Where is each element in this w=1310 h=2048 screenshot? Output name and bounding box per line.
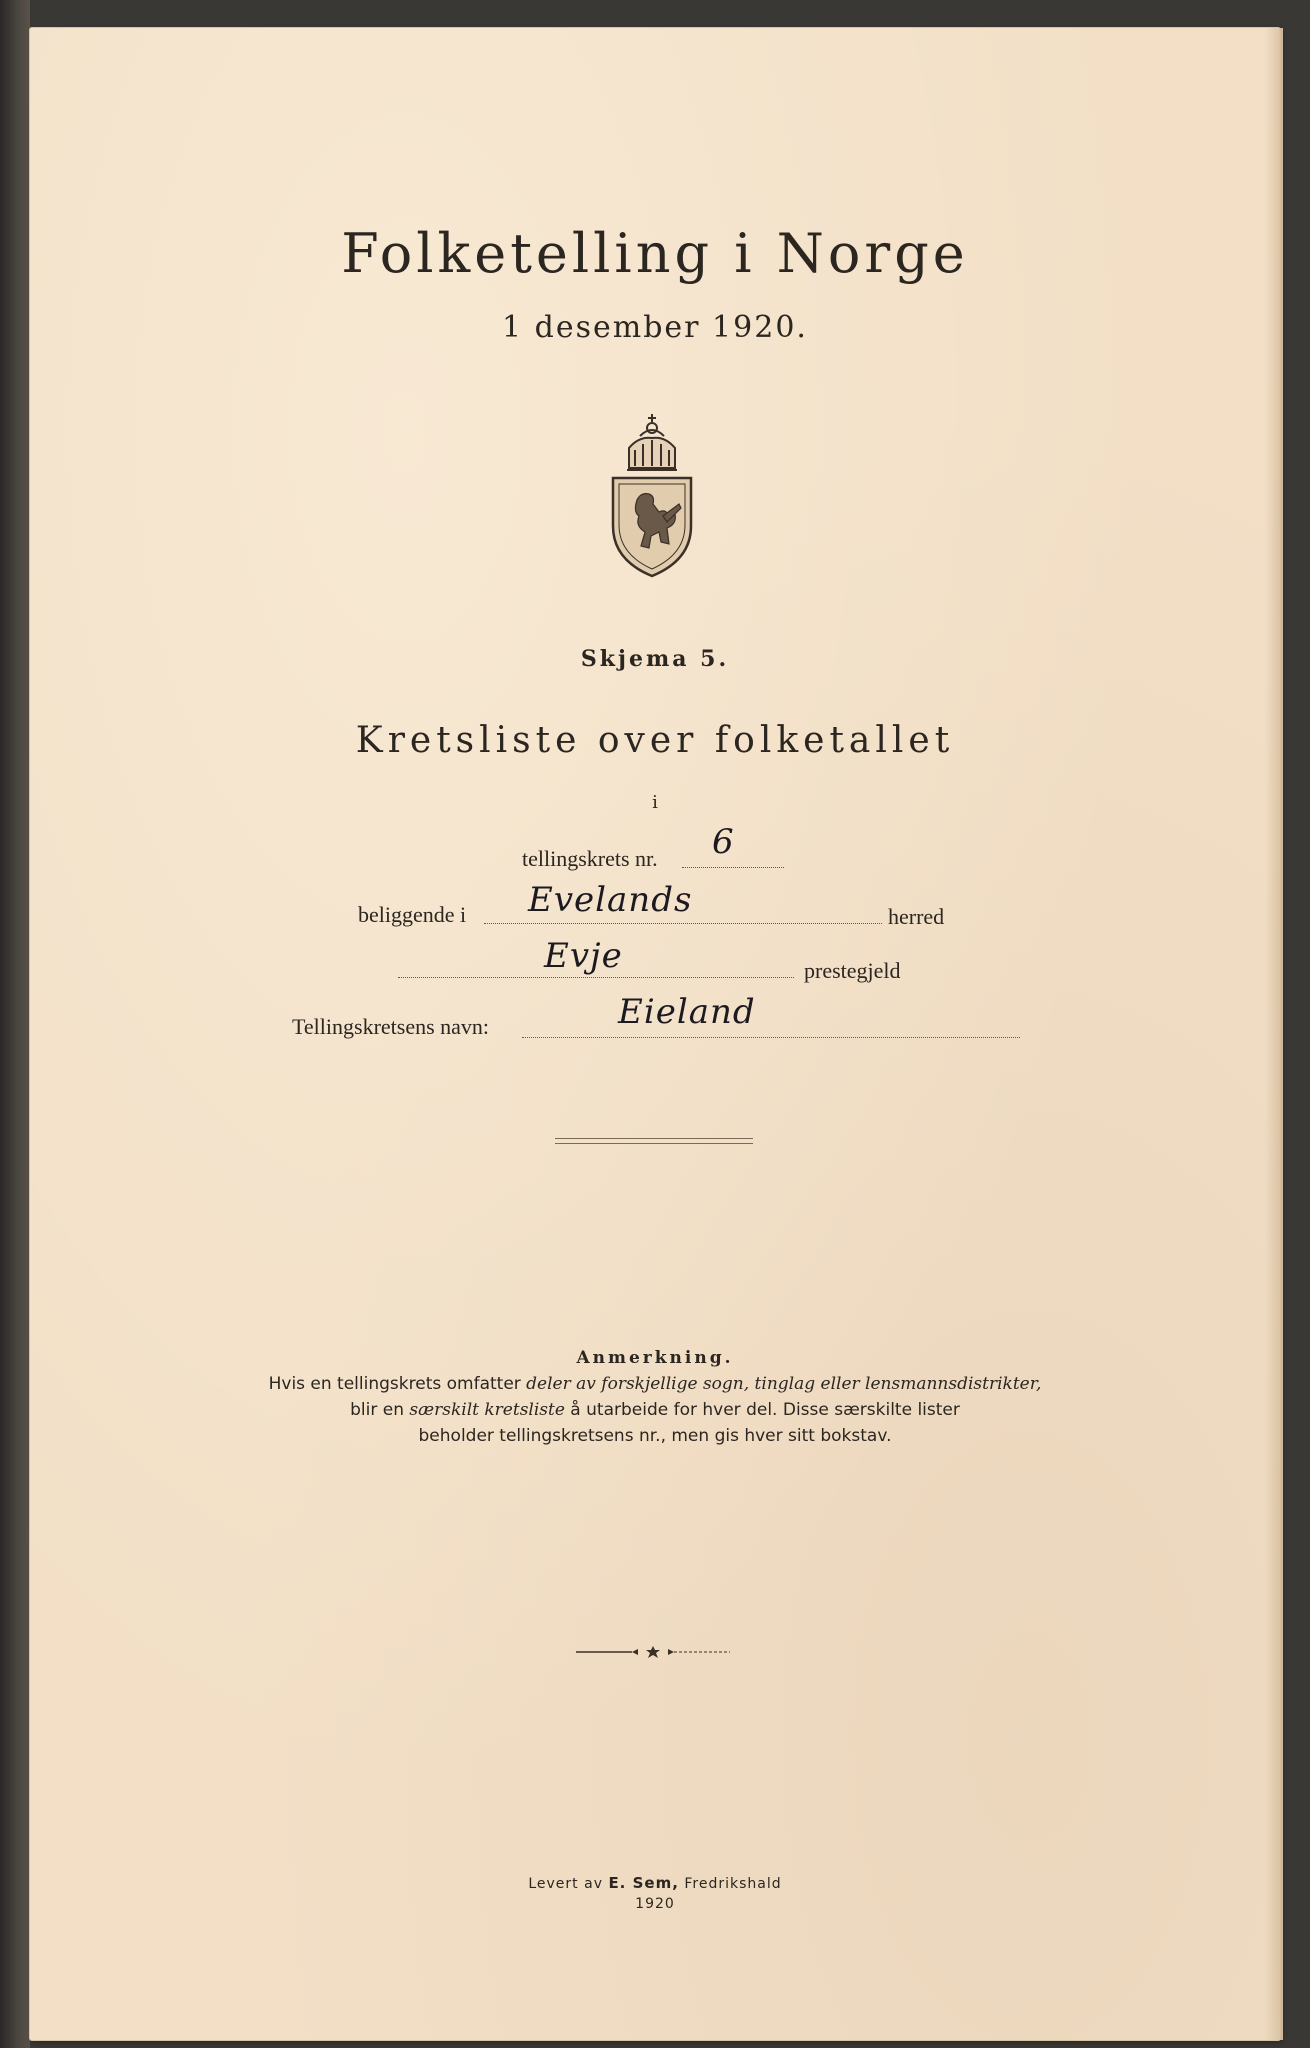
krets-value: 6 bbox=[712, 822, 735, 862]
note-line-1-text: Hvis en tellingskrets omfatter bbox=[268, 1374, 527, 1394]
herred-value: Evelands bbox=[528, 880, 693, 920]
census-date: 1 desember 1920. bbox=[502, 310, 808, 345]
printer-prefix: Levert av bbox=[528, 1876, 609, 1892]
printer-year: 1920 bbox=[635, 1896, 675, 1912]
prestegjeld-label: prestegjeld bbox=[804, 958, 901, 983]
krets-label: tellingskrets nr. bbox=[522, 846, 658, 871]
beliggende-label: beliggende i bbox=[358, 902, 467, 927]
navn-line bbox=[522, 1036, 1020, 1038]
navn-value: Eieland bbox=[618, 992, 756, 1032]
coat-of-arms-icon bbox=[605, 408, 699, 578]
connector-text: i bbox=[652, 792, 658, 813]
krets-line bbox=[682, 866, 784, 868]
note-line-3: beholder tellingskretsens nr., men gis hver sitt bokstav. bbox=[418, 1426, 892, 1446]
document-title: Folketelling i Norge bbox=[341, 222, 969, 285]
prestegjeld-value: Evje bbox=[544, 936, 623, 976]
navn-label: Tellingskretsens navn: bbox=[292, 1014, 490, 1039]
printer-place: Fredrikshald bbox=[678, 1876, 782, 1892]
herred-label: herred bbox=[888, 904, 945, 929]
note-line-2-text-a: blir en bbox=[350, 1400, 410, 1420]
form-heading: Kretsliste over folketallet bbox=[355, 720, 955, 761]
schema-number: Skjema 5. bbox=[580, 646, 730, 672]
printer-line bbox=[30, 1874, 1280, 1892]
note-line-1-emphasis: deler av forskjellige sogn, tinglag eller lensmannsdistrikter, bbox=[526, 1374, 1042, 1394]
note-heading: Anmerkning. bbox=[576, 1348, 734, 1368]
divider-rule bbox=[555, 1138, 753, 1144]
herred-line bbox=[484, 922, 882, 924]
ornament-divider-icon bbox=[576, 1646, 730, 1658]
note-line-2 bbox=[30, 1398, 1280, 1422]
printer-name: E. Sem, bbox=[608, 1874, 679, 1892]
prestegjeld-line bbox=[398, 976, 794, 978]
note-line-2-text-c: å utarbeide for hver del. Disse særskilte lister bbox=[564, 1400, 960, 1420]
note-line-2-emphasis: særskilt kretsliste bbox=[409, 1400, 565, 1420]
book-binding bbox=[0, 0, 30, 2048]
note-line-1 bbox=[30, 1372, 1280, 1396]
